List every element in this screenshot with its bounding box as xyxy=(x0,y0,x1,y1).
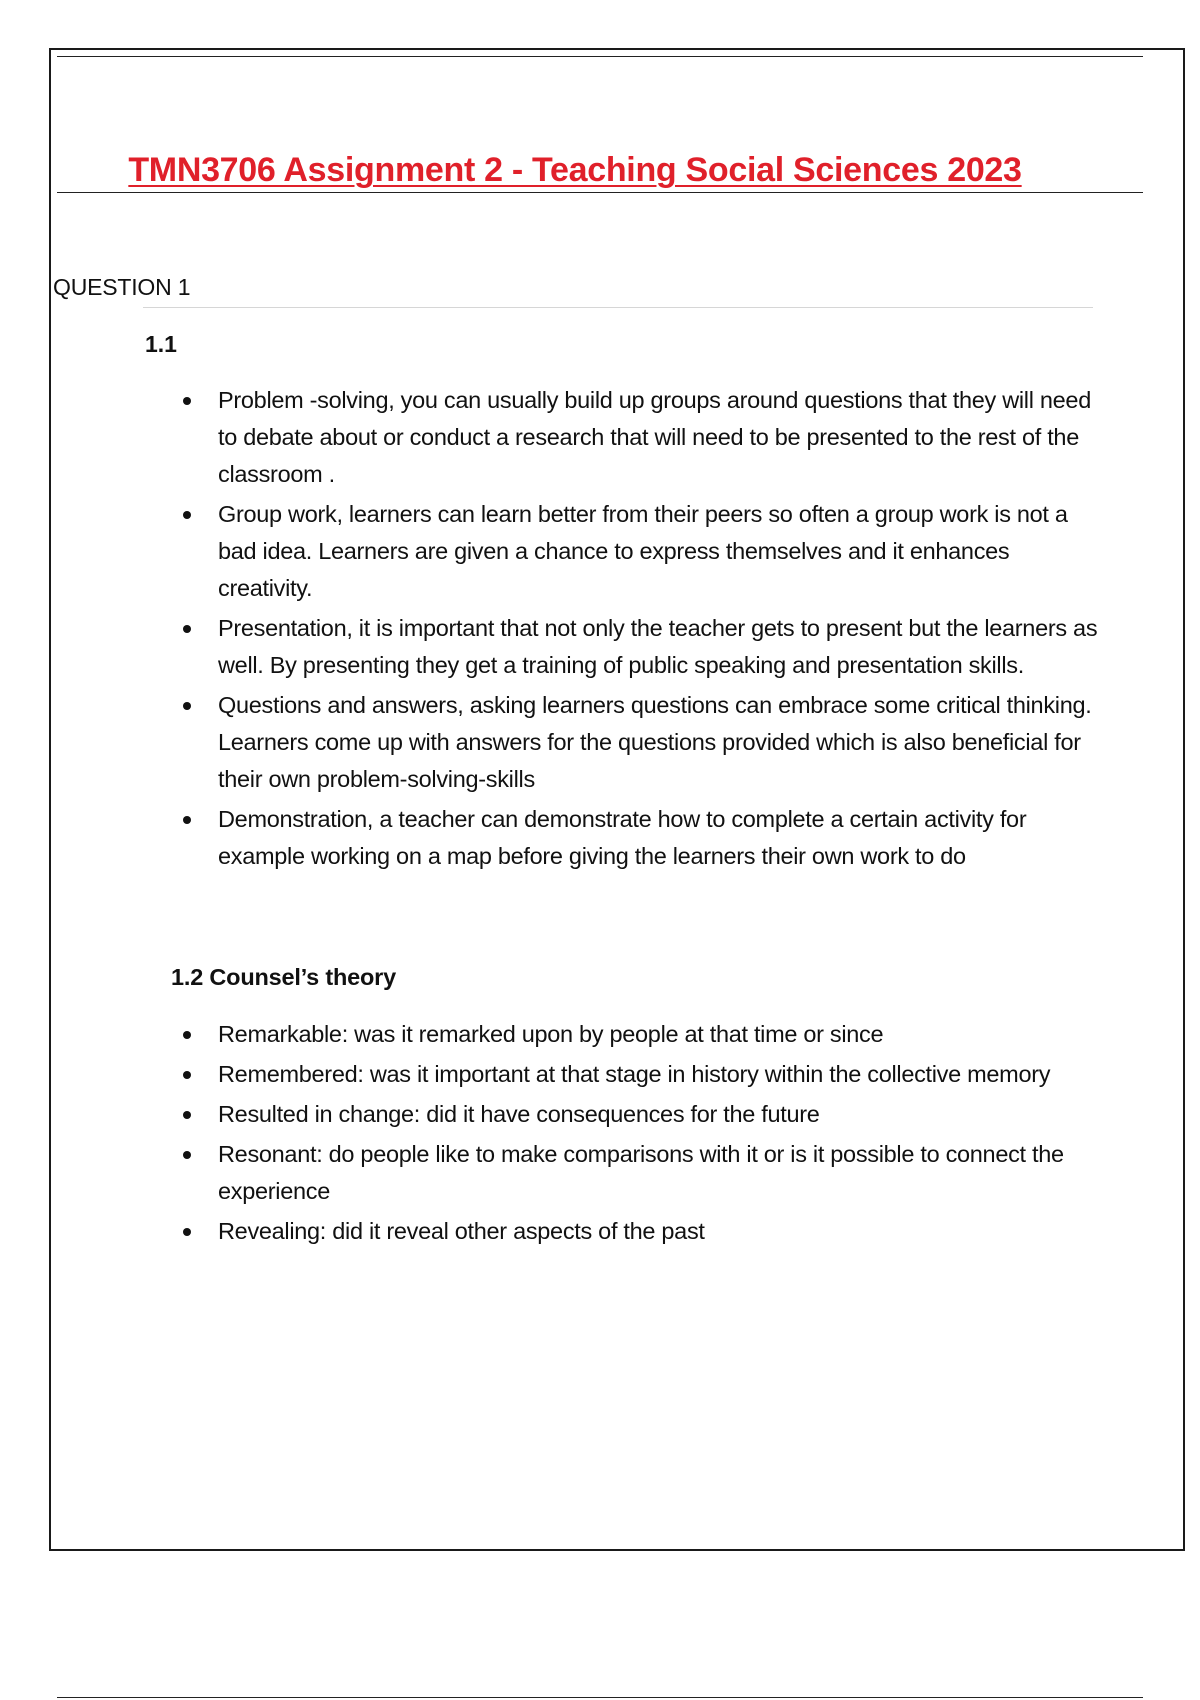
list-item xyxy=(178,801,1098,875)
list-item xyxy=(178,687,1098,798)
bullet-icon xyxy=(183,1111,191,1119)
section-1-heading: 1.1 xyxy=(145,331,177,357)
list-item-text: Revealing: did it reveal other aspects of the past xyxy=(218,1218,705,1244)
question-divider xyxy=(143,307,1093,308)
bullet-icon xyxy=(183,625,191,633)
bullet-icon xyxy=(183,1071,191,1079)
list-item-text: Problem -solving, you can usually build up groups around questions that they will need to debate about or conduct a research that will need to be presented to the rest of the classroom . xyxy=(218,387,1091,487)
list-item xyxy=(178,1016,1098,1053)
list-item-text: Resulted in change: did it have consequences for the future xyxy=(218,1101,820,1127)
bullet-icon xyxy=(183,1031,191,1039)
bullet-icon xyxy=(183,397,191,405)
bullet-icon xyxy=(183,1228,191,1236)
list-item xyxy=(178,1136,1098,1210)
list-item-text: Demonstration, a teacher can demonstrate how to complete a certain activity for example working on a map before giving the learners their own work to do xyxy=(218,806,1027,869)
list-item-text: Questions and answers, asking learners questions can embrace some critical thinking. Learners come up with answers for the questions provided which is also beneficial for their own problem-solving-skills xyxy=(218,692,1092,792)
list-item-text: Remarkable: was it remarked upon by people at that time or since xyxy=(218,1021,884,1047)
teaching-strategies-list xyxy=(178,382,1098,878)
title-rule xyxy=(57,150,1143,193)
list-item xyxy=(178,1056,1098,1093)
list-item-text: Group work, learners can learn better from their peers so often a group work is not a bad idea. Learners are given a chance to express themselves and it enhances creativity. xyxy=(218,501,1068,601)
list-item-text: Remembered: was it important at that stage in history within the collective memory xyxy=(218,1061,1051,1087)
list-item xyxy=(178,1213,1098,1250)
list-item-text: Presentation, it is important that not only the teacher gets to present but the learners as well. By presenting they get a training of public speaking and presentation skills. xyxy=(218,615,1098,678)
list-item-text: Resonant: do people like to make comparisons with it or is it possible to connect the experience xyxy=(218,1141,1064,1204)
bullet-icon xyxy=(183,702,191,710)
bullet-icon xyxy=(183,511,191,519)
section-2-heading: 1.2 Counsel’s theory xyxy=(171,964,396,990)
list-item xyxy=(178,382,1098,493)
bullet-icon xyxy=(183,1151,191,1159)
question-heading: QUESTION 1 xyxy=(53,274,191,300)
list-item xyxy=(178,1096,1098,1133)
top-rule xyxy=(57,56,1143,57)
list-item xyxy=(178,496,1098,607)
document-title: TMN3706 Assignment 2 - Teaching Social Sciences 2023 xyxy=(128,151,1022,189)
list-item xyxy=(178,610,1098,684)
counsel-theory-list xyxy=(178,1016,1098,1253)
bottom-rule xyxy=(57,1697,1143,1698)
bullet-icon xyxy=(183,816,191,824)
